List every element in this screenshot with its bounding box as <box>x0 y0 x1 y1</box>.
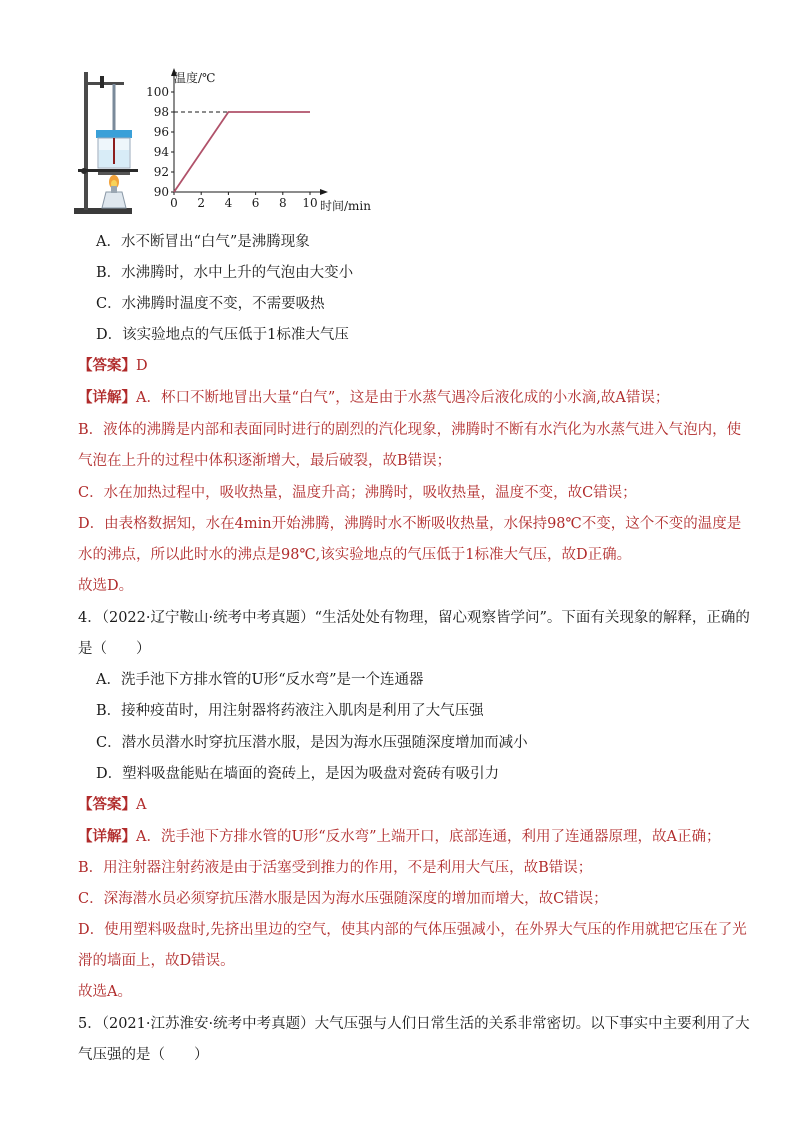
q4-option-a: A．洗手池下方排水管的U形“反水弯”是一个连通器 <box>96 672 424 688</box>
q3-option-c: C．水沸腾时温度不变，不需要吸热 <box>96 296 325 312</box>
q3-detail-label: 【详解】 <box>78 389 136 406</box>
y-tick-label: 96 <box>153 125 169 139</box>
x-tick-label: 8 <box>278 196 287 210</box>
q4-detail-line-3: C．深海潜水员必须穿抗压潜水服是因为海水压强随深度的增加而增大，故C错误； <box>78 891 608 907</box>
q4-option-b: B．接种疫苗时，用注射器将药液注入肌肉是利用了大气压强 <box>96 703 484 719</box>
q4-answer-value: A <box>136 797 147 813</box>
boiling-apparatus-illustration <box>72 68 150 216</box>
q3-detail-line-6: 水的沸点，所以此时水的沸点是98℃,该实验地点的气压低于1标准大气压，故D正确。 <box>78 547 632 563</box>
q5-stem-line-2: 气压强的是（ ） <box>78 1047 209 1063</box>
q4-detail-line-2: B．用注射器注射药液是由于活塞受到推力的作用，不是利用大气压，故B错误； <box>78 860 593 876</box>
x-tick-label: 4 <box>224 196 233 210</box>
q4-detail-label: 【详解】 <box>78 828 136 845</box>
temperature-time-chart <box>140 62 390 222</box>
x-axis-label: 时间/min <box>320 199 371 213</box>
q4-conclusion: 故选A。 <box>78 984 132 1000</box>
chart-axes <box>171 68 328 195</box>
q3-detail-line-1 <box>78 388 669 408</box>
y-tick-label: 94 <box>153 145 169 159</box>
x-axis-arrow <box>320 189 328 195</box>
x-tick-label: 2 <box>197 196 206 210</box>
y-tick-label: 92 <box>153 165 169 179</box>
q4-option-c: C．潜水员潜水时穿抗压潜水服，是因为海水压强随深度增加而减小 <box>96 735 528 751</box>
q3-detail-line-2: B．液体的沸腾是内部和表面同时进行的剧烈的汽化现象，沸腾时不断有水汽化为水蒸气进入气泡内，使 <box>78 422 742 438</box>
x-tick-group <box>170 192 317 210</box>
y-axis-label: 温度/℃ <box>174 71 216 85</box>
q4-detail-line-4: D．使用塑料吸盘时,先挤出里边的空气，使其内部的气体压强减小，在外界大气压的作用就把它压在了光 <box>78 922 747 938</box>
q3-detail-line-4: C．水在加热过程中，吸收热量，温度升高；沸腾时，吸收热量，温度不变，故C错误； <box>78 485 637 501</box>
x-tick-label: 0 <box>170 196 178 210</box>
q4-stem-line-2: 是（ ） <box>78 641 151 657</box>
q4-detail-line-5: 滑的墙面上，故D错误。 <box>78 953 235 969</box>
q3-option-a: A．水不断冒出“白气”是沸腾现象 <box>96 234 310 250</box>
plot-marks <box>174 112 310 192</box>
q3-conclusion: 故选D。 <box>78 578 134 594</box>
q3-option-d: D．该实验地点的气压低于1标准大气压 <box>96 327 349 343</box>
x-tick-label: 6 <box>251 196 260 210</box>
y-tick-label: 98 <box>153 105 169 119</box>
q5-stem-line-1: 5．（2021·江苏淮安·统考中考真题）大气压强与人们日常生活的关系非常密切。以下事实中主要利用了大 <box>78 1016 750 1032</box>
q4-detail-line-1 <box>78 827 721 847</box>
x-tick-label: 10 <box>302 196 318 210</box>
q4-answer-label: 【答案】 <box>78 796 136 813</box>
q3-answer <box>78 356 148 376</box>
q3-answer-value: D <box>136 358 148 374</box>
q3-detail-line-3: 气泡在上升的过程中体积逐渐增大，最后破裂，故B错误； <box>78 453 452 469</box>
temperature-series-line <box>174 112 310 192</box>
q3-detail-text-1: A．杯口不断地冒出大量“白气”，这是由于水蒸气遇冷后液化成的小水滴,故A错误； <box>136 390 670 406</box>
q4-detail-text-1: A．洗手池下方排水管的U形“反水弯”上端开口，底部连通，利用了连通器原理，故A正确； <box>136 829 721 845</box>
q4-answer <box>78 795 146 815</box>
q3-answer-label: 【答案】 <box>78 357 136 374</box>
q4-option-d: D．塑料吸盘能贴在墙面的瓷砖上，是因为吸盘对瓷砖有吸引力 <box>96 766 500 782</box>
q3-option-b: B．水沸腾时，水中上升的气泡由大变小 <box>96 265 354 281</box>
q3-detail-line-5: D．由表格数据知，水在4min开始沸腾，沸腾时水不断吸收热量，水保持98℃不变，这个不变的温度是 <box>78 516 742 532</box>
y-tick-label: 90 <box>153 185 169 199</box>
q4-stem-line-1: 4．（2022·辽宁鞍山·统考中考真题）“生活处处有物理，留心观察皆学问”。下面有关现象的解释，正确的 <box>78 610 750 626</box>
y-tick-label: 100 <box>146 85 169 99</box>
y-tick-group <box>146 85 174 199</box>
